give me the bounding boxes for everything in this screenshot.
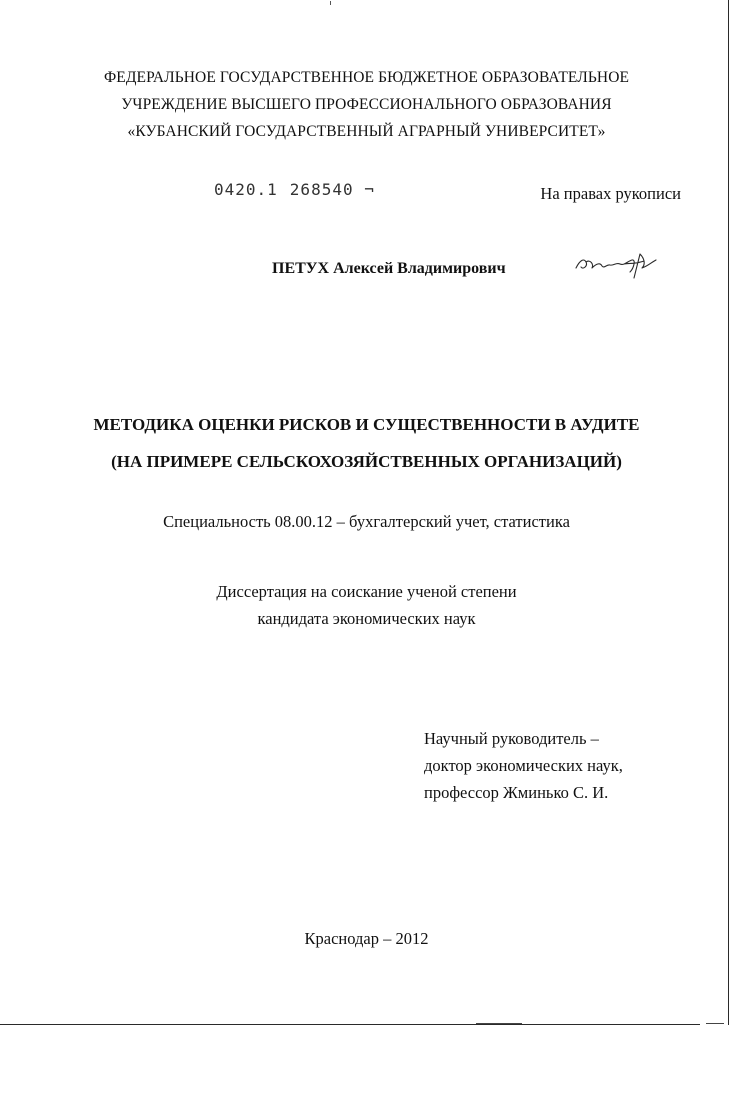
title-line-2: (НА ПРИМЕРЕ СЕЛЬСКОХОЗЯЙСТВЕННЫХ ОРГАНИЗАЦИЙ) [111, 452, 622, 471]
author-signature [574, 250, 658, 280]
degree-line-2: кандидата экономических наук [257, 609, 476, 628]
degree-statement [0, 578, 733, 632]
page-bottom-edge [0, 1024, 700, 1025]
supervisor-block [424, 725, 623, 806]
supervisor-line-1: Научный руководитель – [424, 729, 599, 748]
rights-note: На правах рукописи [540, 184, 681, 203]
dissertation-title [0, 406, 733, 480]
city-year: Краснодар – 2012 [304, 929, 429, 948]
supervisor-line-2: доктор экономических наук, [424, 756, 623, 775]
specialty: Специальность 08.00.12 – бухгалтерский учет, статистика [163, 512, 570, 531]
scan-artifact [706, 1023, 724, 1024]
organization-header [0, 64, 733, 145]
registration-stamp [214, 180, 375, 199]
org-line-1: ФЕДЕРАЛЬНОЕ ГОСУДАРСТВЕННОЕ БЮДЖЕТНОЕ ОБРАЗОВАТЕЛЬНОЕ [103, 69, 630, 86]
stamp-number-part1: 0420.1 [214, 180, 278, 199]
org-line-2: УЧРЕЖДЕНИЕ ВЫСШЕГО ПРОФЕССИОНАЛЬНОГО ОБРАЗОВАНИЯ [121, 96, 612, 113]
org-line-3: «КУБАНСКИЙ ГОСУДАРСТВЕННЫЙ АГРАРНЫЙ УНИВЕРСИТЕТ» [127, 123, 606, 140]
stamp-number-part2: 268540 [289, 180, 354, 199]
scan-artifact [330, 1, 331, 5]
author-name: ПЕТУХ Алексей Владимирович [272, 260, 506, 277]
scan-artifact [476, 1023, 522, 1024]
supervisor-line-3: профессор Жминько С. И. [424, 783, 609, 802]
degree-line-1: Диссертация на соискание ученой степени [216, 582, 517, 601]
stamp-mark: ¬ [353, 180, 375, 199]
title-line-1: МЕТОДИКА ОЦЕНКИ РИСКОВ И СУЩЕСТВЕННОСТИ В АУДИТЕ [93, 415, 640, 434]
